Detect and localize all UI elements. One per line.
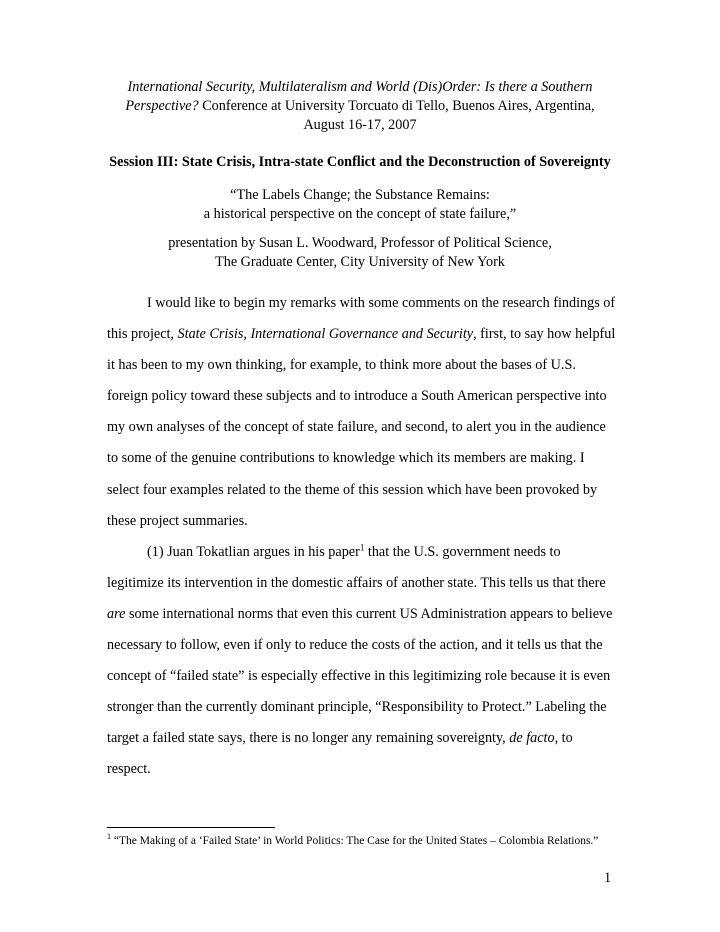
- text-run: that the U.S. government needs to: [364, 543, 561, 560]
- text-line: [107, 599, 627, 630]
- conference-header: [60, 78, 660, 135]
- text-run: some international norms that even this current US Administration appears to believe: [125, 605, 613, 622]
- talk-title-line2: a historical perspective on the concept of state failure,”: [203, 206, 517, 222]
- text-line: my own analyses of the concept of state failure, and second, to alert you in the audience: [107, 419, 606, 436]
- text-line: [107, 319, 627, 350]
- footnote-mark: 1: [107, 832, 111, 842]
- text-line: foreign policy toward these subjects and to introduce a South American perspective into: [107, 388, 607, 405]
- emphasis: are: [107, 605, 126, 622]
- text-line: it has been to my own thinking, for example, to think more about the bases of U.S.: [107, 357, 576, 374]
- presenter-line2: The Graduate Center, City University of New York: [215, 254, 505, 270]
- footnote-text: “The Making of a ‘Failed State’ in World Politics: The Case for the United States – Colombia Relations.”: [111, 835, 599, 847]
- conference-venue: Conference at University Torcuato di Tello, Buenos Aires, Argentina,: [198, 98, 595, 114]
- project-title: State Crisis, International Governance and Security: [177, 326, 474, 343]
- session-title: Session III: State Crisis, Intra-state Conflict and the Deconstruction of Sovereignty: [109, 154, 611, 170]
- text-run: , to: [554, 730, 573, 747]
- presenter-line1: presentation by Susan L. Woodward, Professor of Political Science,: [168, 235, 552, 251]
- talk-title-line1: “The Labels Change; the Substance Remains:: [230, 187, 490, 203]
- text-line: necessary to follow, even if only to reduce the costs of the action, and it tells us that the: [107, 637, 603, 654]
- text-run: this project,: [107, 326, 178, 343]
- text-run: (1) Juan Tokatlian argues in his paper: [147, 543, 360, 560]
- conference-title: International Security, Multilateralism and World (Dis)Order: Is there a Southern: [127, 79, 593, 95]
- text-line: stronger than the currently dominant principle, “Responsibility to Protect.” Labeling the: [107, 699, 607, 716]
- text-line: these project summaries.: [107, 512, 248, 529]
- text-run: target a failed state says, there is no longer any remaining sovereignty,: [107, 730, 510, 747]
- text-line: [107, 537, 627, 568]
- text-line: I would like to begin my remarks with some comments on the research findings of: [147, 295, 616, 311]
- footnote-ref: 1: [359, 542, 365, 553]
- paragraph-1: [107, 288, 627, 537]
- footnote-divider: [107, 827, 275, 828]
- text-line: respect.: [107, 761, 151, 778]
- text-line: to some of the genuine contributions to knowledge which its members are making. I: [107, 450, 585, 467]
- conference-title-cont: Perspective?: [125, 98, 199, 114]
- text-line: concept of “failed state” is especially effective in this legitimizing role because it is even: [107, 668, 611, 685]
- page-number: 1: [604, 870, 612, 886]
- talk-title: [60, 186, 660, 224]
- body-text: [107, 288, 627, 786]
- text-line: [107, 723, 627, 754]
- footnote: [107, 834, 598, 848]
- paragraph-2: [107, 537, 627, 786]
- presenter-info: [60, 234, 660, 272]
- text-line: legitimize its intervention in the domestic affairs of another state. This tells us that there: [107, 574, 606, 591]
- emphasis: de facto: [509, 730, 555, 747]
- conference-date: August 16-17, 2007: [303, 117, 417, 133]
- text-line: select four examples related to the theme of this session which have been provoked by: [107, 481, 598, 498]
- text-run: , first, to say how helpful: [473, 326, 616, 343]
